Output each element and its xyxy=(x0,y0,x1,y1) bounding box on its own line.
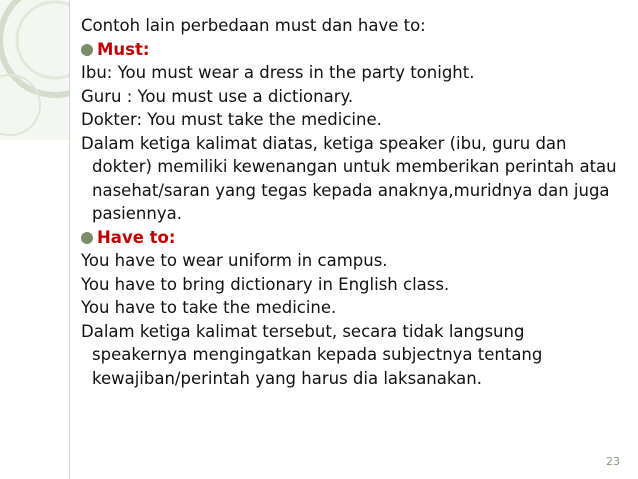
have-to-explanation: Dalam ketiga kalimat tersebut, secara tidak langsung speakernya mengingatkan kepada subjectnya tentang kewajiban/perintah yang harus dia laksanakan. xyxy=(81,321,543,388)
have-to-heading xyxy=(81,226,621,250)
have-to-example: You have to take the medicine. xyxy=(81,298,337,317)
slide-number: 23 xyxy=(606,455,620,468)
must-example: Dokter: You must take the medicine. xyxy=(81,110,382,129)
must-heading-text: Must: xyxy=(97,39,150,59)
must-explanation: Dalam ketiga kalimat diatas, ketiga speaker (ibu, guru dan dokter) memiliki kewenangan untuk memberikan perintah atau nasehat/saran yang tegas kepada anaknya,muridnya dan juga pasiennya. xyxy=(81,133,617,223)
left-divider-line xyxy=(69,0,70,479)
must-example: Guru : You must use a dictionary. xyxy=(81,86,354,106)
corner-circles-decoration xyxy=(0,0,70,140)
have-to-heading-text: Have to: xyxy=(97,227,176,247)
bullet-icon xyxy=(81,44,93,56)
intro-line: Contoh lain perbedaan must dan have to: xyxy=(81,16,426,35)
must-example: Ibu: You must wear a dress in the party tonight. xyxy=(81,63,475,82)
must-heading xyxy=(81,38,621,62)
have-to-example: You have to wear uniform in campus. xyxy=(81,251,388,270)
slide-body xyxy=(81,14,621,390)
have-to-example: You have to bring dictionary in English class. xyxy=(81,274,450,294)
bullet-icon xyxy=(81,232,93,244)
